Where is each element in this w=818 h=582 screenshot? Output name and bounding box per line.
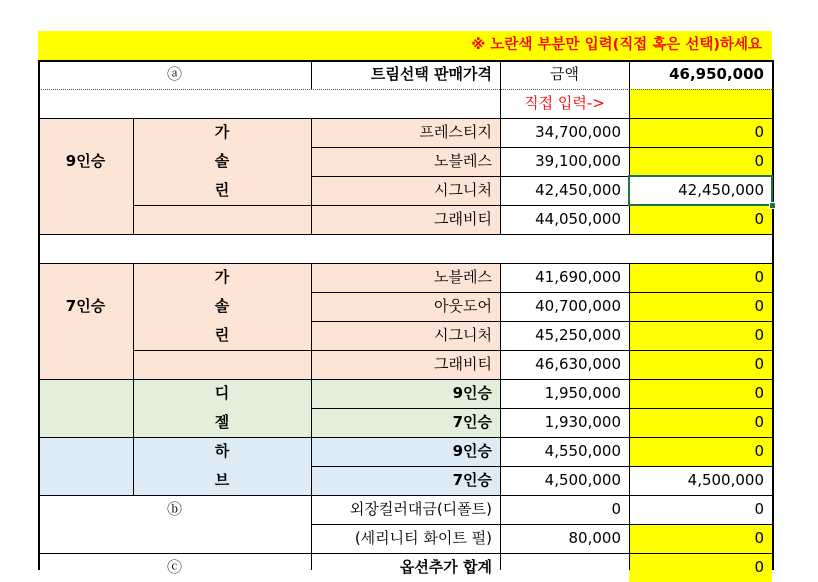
grid-line	[311, 495, 312, 553]
amount-label: 금액	[550, 65, 579, 83]
fill-handle[interactable]	[769, 202, 776, 209]
trim-input-cell[interactable]: 0	[754, 123, 764, 141]
grid-line	[38, 234, 772, 235]
fuel-char-gasoline: 린	[214, 181, 230, 199]
group-7-seat: 7인승	[65, 297, 106, 315]
hybrid-seat-name: 9인승	[452, 442, 492, 460]
trim-name: 프레스티지	[419, 123, 492, 141]
trim-price: 41,690,000	[535, 268, 621, 286]
trim-input-cell[interactable]: 0	[754, 355, 764, 373]
selected-cell-outline[interactable]	[628, 175, 773, 206]
grid-line	[133, 350, 311, 351]
color-price: 0	[611, 500, 621, 518]
grid-line	[311, 466, 772, 467]
diesel-price: 1,950,000	[544, 384, 621, 402]
hybrid-price: 4,500,000	[544, 471, 621, 489]
grid-line	[133, 205, 311, 206]
fuel-char-gasoline: 가	[214, 268, 230, 286]
grid-line	[500, 89, 501, 118]
fuel-char-hybrid: 하	[214, 442, 230, 460]
grid-line	[500, 263, 501, 495]
options-total-value: 0	[754, 558, 764, 576]
color-input-cell[interactable]: 0	[754, 500, 764, 518]
color-price: 80,000	[568, 529, 621, 547]
diesel-seat-name: 9인승	[452, 384, 492, 402]
grid-line	[38, 89, 772, 90]
grid-line	[500, 60, 501, 89]
amount-total: 46,950,000	[669, 65, 764, 83]
trim-price-label: 트림선택 판매가격	[370, 65, 492, 83]
grid-line	[311, 553, 312, 570]
grid-line	[311, 524, 772, 525]
grid-line	[311, 60, 312, 89]
grid-line	[38, 60, 40, 570]
grid-line	[311, 118, 312, 234]
trim-name: 그래비티	[434, 355, 492, 373]
direct-input-hint: 직접 입력->	[524, 94, 605, 112]
fuel-char-gasoline: 솔	[214, 297, 230, 315]
trim-input-cell[interactable]: 0	[754, 326, 764, 344]
grid-line	[500, 495, 501, 570]
diesel-price: 1,930,000	[544, 413, 621, 431]
hybrid-seat-name: 7인승	[452, 471, 492, 489]
grid-line	[133, 118, 134, 234]
hybrid-input-cell[interactable]: 0	[754, 442, 764, 460]
fuel-char-hybrid: 브	[214, 471, 230, 489]
color-input-cell[interactable]: 0	[754, 529, 764, 547]
color-name: 외장컬러대금(디폴트)	[349, 500, 492, 518]
fuel-char-diesel: 젤	[214, 413, 230, 431]
trim-name: 노블레스	[434, 152, 492, 170]
trim-input-cell[interactable]: 0	[754, 297, 764, 315]
grid-line	[38, 118, 772, 119]
grid-line	[629, 89, 630, 118]
grid-line	[311, 321, 772, 322]
section-b-marker: ⓑ	[166, 500, 182, 518]
trim-name: 노블레스	[434, 268, 492, 286]
grid-line	[772, 60, 774, 570]
fuel-char-diesel: 디	[214, 384, 230, 402]
trim-price: 46,630,000	[535, 355, 621, 373]
grid-line	[311, 263, 312, 495]
group-9-seat: 9인승	[65, 152, 106, 170]
trim-price: 34,700,000	[535, 123, 621, 141]
grid-line	[38, 379, 772, 380]
fuel-char-gasoline: 가	[214, 123, 230, 141]
trim-price: 45,250,000	[535, 326, 621, 344]
trim-price: 39,100,000	[535, 152, 621, 170]
trim-name: 아웃도어	[434, 297, 492, 315]
fuel-char-gasoline: 린	[214, 326, 230, 344]
grid-line	[629, 495, 630, 570]
input-notice: ※ 노란색 부분만 입력(직접 혹은 선택)하세요	[38, 31, 772, 60]
grid-line	[38, 60, 772, 62]
grid-line	[311, 408, 772, 409]
grid-line	[38, 553, 772, 554]
hybrid-input-cell[interactable]: 4,500,000	[687, 471, 764, 489]
grid-line	[311, 292, 772, 293]
grid-line	[311, 147, 772, 148]
grid-line	[38, 437, 772, 438]
trim-name: 시그니처	[434, 181, 492, 199]
grid-line	[133, 263, 134, 495]
hybrid-price: 4,550,000	[544, 442, 621, 460]
trim-input-cell[interactable]: 42,450,000	[678, 181, 764, 199]
grid-line	[629, 263, 630, 495]
trim-name: 시그니처	[434, 326, 492, 344]
section-a-marker: ⓐ	[166, 65, 182, 83]
grid-line	[38, 263, 772, 264]
trim-input-cell[interactable]: 0	[754, 152, 764, 170]
diesel-input-cell[interactable]: 0	[754, 384, 764, 402]
fuel-char-gasoline: 솔	[214, 152, 230, 170]
trim-name: 그래비티	[434, 210, 492, 228]
trim-input-cell[interactable]: 0	[754, 210, 764, 228]
section-c-marker: ⓒ	[166, 558, 182, 576]
diesel-input-cell[interactable]: 0	[754, 413, 764, 431]
grid-line	[500, 118, 501, 234]
options-total-label: 옵션추가 합계	[399, 558, 492, 576]
trim-input-cell[interactable]: 0	[754, 268, 764, 286]
trim-price: 44,050,000	[535, 210, 621, 228]
grid-line	[629, 60, 630, 89]
color-name: (세리니티 화이트 펄)	[354, 529, 492, 547]
grid-line	[311, 350, 772, 351]
diesel-seat-name: 7인승	[452, 413, 492, 431]
grid-line	[38, 495, 772, 496]
trim-price: 40,700,000	[535, 297, 621, 315]
trim-price: 42,450,000	[535, 181, 621, 199]
